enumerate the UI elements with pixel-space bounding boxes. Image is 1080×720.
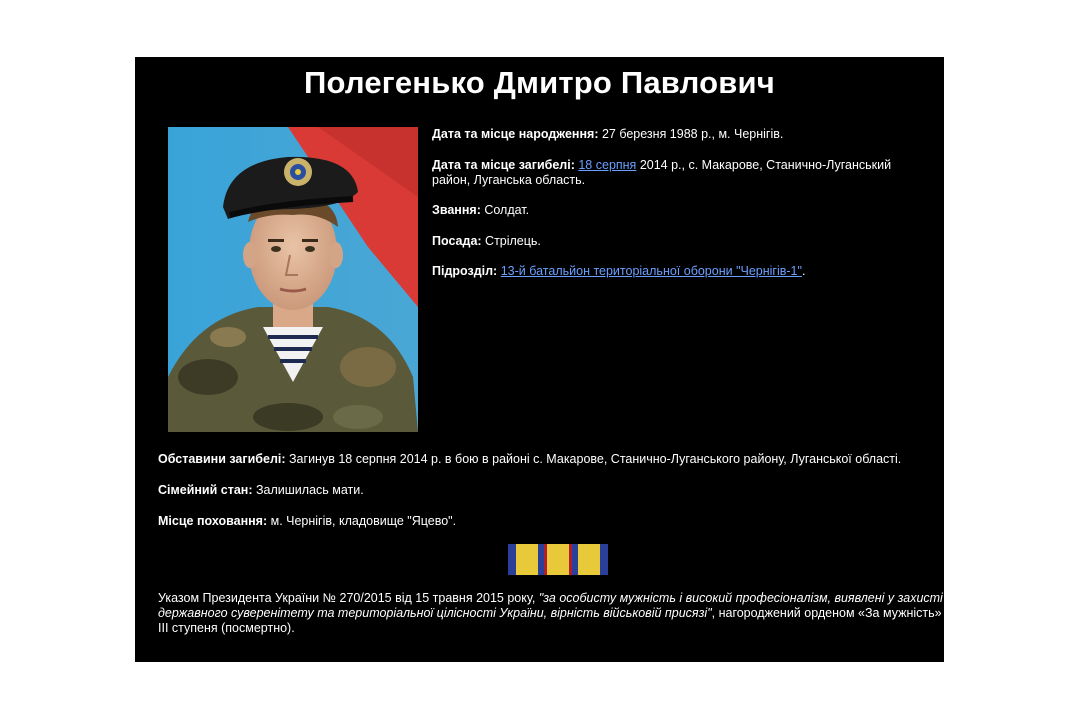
death-label: Дата та місце загибелі: xyxy=(432,157,575,172)
decree-quote: "за особисту мужність і високий професіоналізм, виявлені у захисті державного суверенітету та територіальної цілісності України, вірність військовій присязі" xyxy=(158,591,943,620)
unit-link[interactable]: 13-й батальйон територіальної оборони "Чернігів-1" xyxy=(500,264,802,278)
ribbon-stripe xyxy=(547,544,569,575)
position-value: Стрілець. xyxy=(481,233,541,248)
memorial-panel xyxy=(135,57,944,662)
circumstances-value: Загинув 18 серпня 2014 р. в бою в районі с. Макарове, Станично-Луганського району, Луганської області. xyxy=(285,452,902,466)
burial-label: Місце поховання: xyxy=(158,514,268,528)
death-row xyxy=(432,158,932,188)
position-row xyxy=(432,234,932,249)
rank-value: Солдат. xyxy=(480,203,530,217)
personal-facts xyxy=(432,127,932,295)
circumstances-row xyxy=(158,452,938,467)
unit-row xyxy=(432,264,932,279)
ribbon-stripe xyxy=(600,544,608,575)
circumstances-label: Обставини загибелі: xyxy=(158,452,286,466)
death-date-link[interactable]: 18 серпня xyxy=(578,157,637,172)
death-details xyxy=(158,452,938,545)
position-label: Посада: xyxy=(432,233,482,248)
burial-value: м. Чернігів, кладовище "Яцево". xyxy=(267,514,457,528)
unit-after: . xyxy=(801,264,806,278)
family-row xyxy=(158,483,938,498)
award-decree xyxy=(158,591,943,636)
death-value: 2014 р., с. Макарове, Станично-Луганський район, Луганська область. xyxy=(432,157,892,187)
ribbon-stripe xyxy=(508,544,516,575)
family-value: Залишилась мати. xyxy=(252,483,364,497)
page-title: Полегенько Дмитро Павлович xyxy=(303,65,775,100)
rank-label: Звання: xyxy=(432,203,481,217)
order-ribbon-icon xyxy=(508,544,608,575)
burial-row xyxy=(158,514,938,529)
decree-intro: Указом Президента України № 270/2015 від 15 травня 2015 року, xyxy=(158,591,539,605)
decree-outro: , нагороджений орденом «За мужність» III ступеня (посмертно). xyxy=(158,606,942,635)
birth-label: Дата та місце народження: xyxy=(432,127,599,141)
portrait-image xyxy=(168,127,418,432)
ribbon-stripe xyxy=(578,544,600,575)
unit-label: Підрозділ: xyxy=(432,264,498,278)
family-label: Сімейний стан: xyxy=(158,483,253,497)
ribbon-stripe xyxy=(516,544,538,575)
birth-row xyxy=(432,127,932,142)
birth-value: 27 березня 1988 р., м. Чернігів. xyxy=(598,127,784,141)
rank-row xyxy=(432,203,932,218)
portrait-photo xyxy=(168,127,418,432)
